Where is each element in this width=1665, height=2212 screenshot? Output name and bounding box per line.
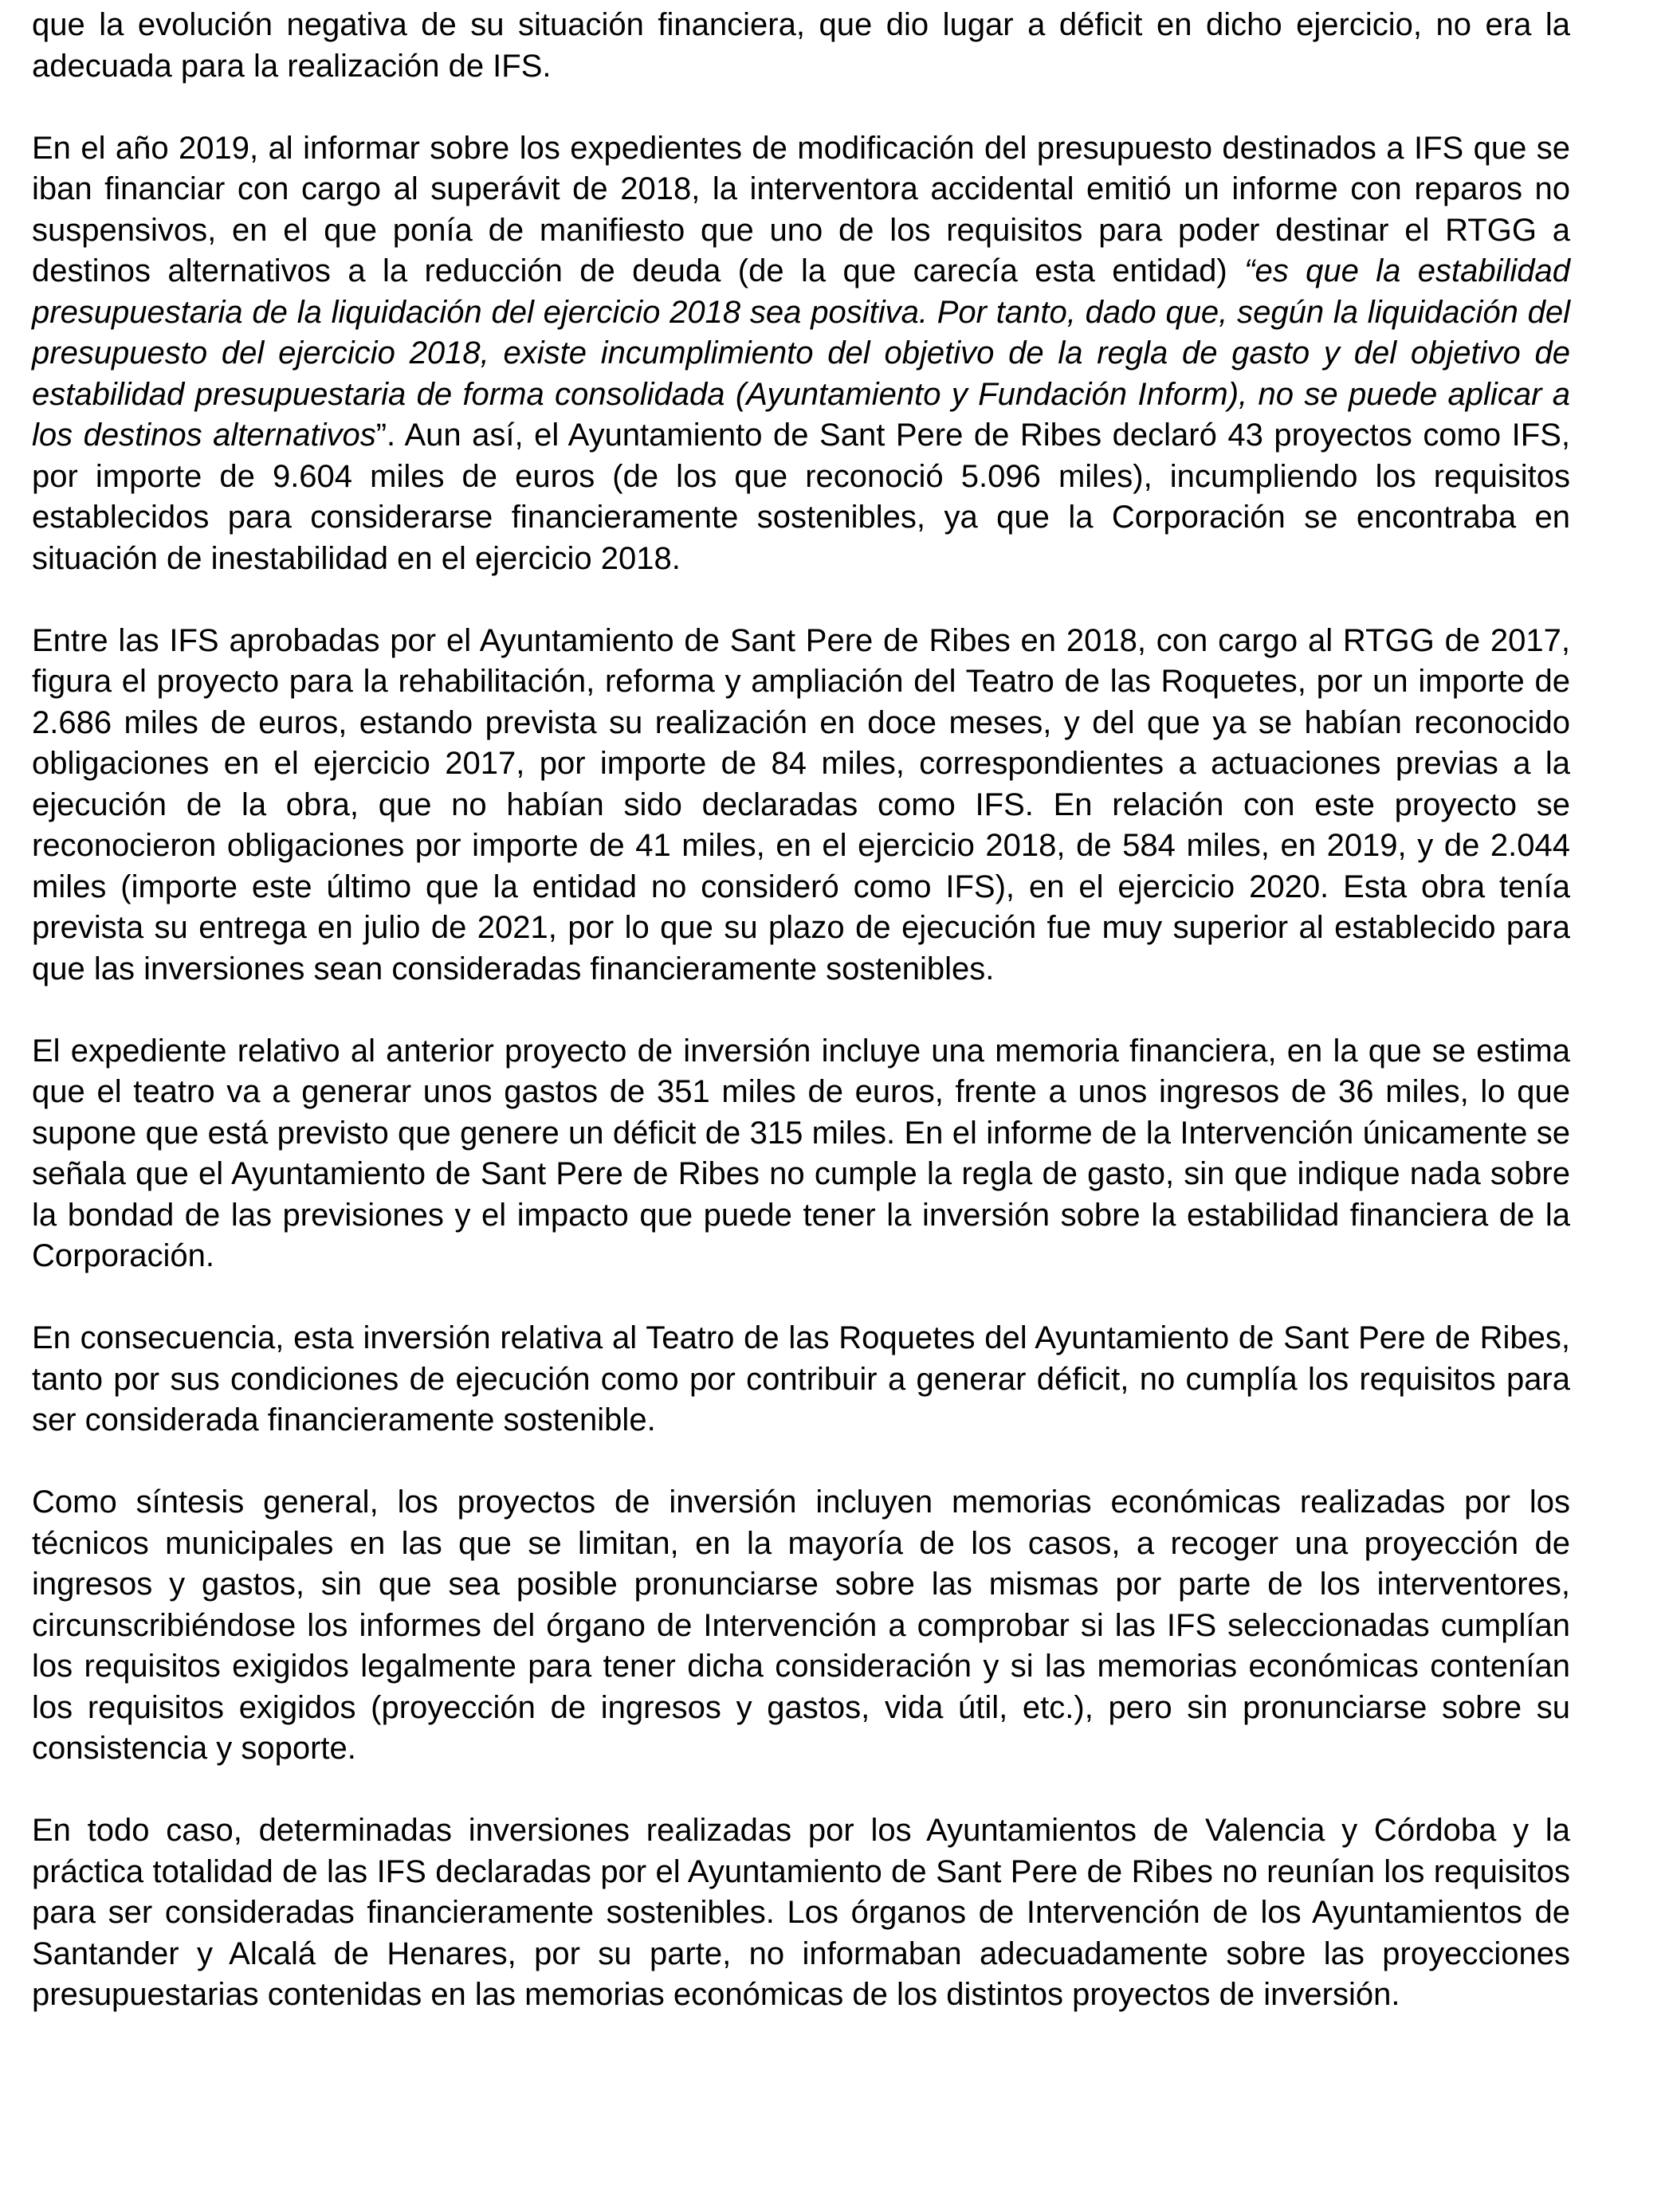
document-page — [32, 5, 1570, 2016]
paragraph-teatro-roquetes-project: Entre las IFS aprobadas por el Ayuntamiento de Sant Pere de Ribes en 2018, con cargo al RTGG de 2017, figura el proyecto para la rehabilitación, reforma y ampliación del Teatro de las Roquetes, por un importe de 2.686 miles de euros, estando prevista su realización en doce meses, y del que ya se habían reconocido obligaciones en el ejercicio 2017, por importe de 84 miles, correspondientes a actuaciones previas a la ejecución de la obra, que no habían sido declaradas como IFS. En relación con este proyecto se reconocieron obligaciones por importe de 41 miles, en el ejercicio 2018, de 584 miles, en 2019, y de 2.044 miles (importe este último que la entidad no consideró como IFS), en el ejercicio 2020. Esta obra tenía prevista su entrega en julio de 2021, por lo que su plazo de ejecución fue muy superior al establecido para que las inversiones sean consideradas financieramente sostenibles. — [32, 622, 1570, 986]
paragraph-2019-report-intro: En el año 2019, al informar sobre los expedientes de modificación del presupuesto destinados a IFS que se iban financiar con cargo al superávit de 2018, la interventora accidental emitió un informe con reparos no suspensivos, en el que ponía de manifiesto que uno de los requisitos para poder destinar el RTGG a destinos alternativos a la reducción de deuda (de la que carecía esta entidad) — [32, 130, 1570, 288]
paragraph-2019-report-conclusion: ”. Aun así, el Ayuntamiento de Sant Pere de Ribes declaró 43 proyectos como IFS, por importe de 9.604 miles de euros (de los que reconoció 5.096 miles), incumpliendo los requisitos establecidos para considerarse financieramente sostenibles, ya que la Corporación se encontraba en situación de inestabilidad en el ejercicio 2018. — [32, 418, 1570, 576]
paragraph-general-synthesis: Como síntesis general, los proyectos de inversión incluyen memorias económicas realizadas por los técnicos municipales en las que se limitan, en la mayoría de los casos, a recoger una proyección de ingresos y gastos, sin que sea posible pronunciarse sobre las mismas por parte de los interventores, circunscribiéndose los informes del órgano de Intervención a comprobar si las IFS seleccionadas cumplían los requisitos exigidos legalmente para tener dicha consideración y si las memorias económicas contenían los requisitos exigidos (proyección de ingresos y gastos, vida útil, etc.), pero sin pronunciarse sobre su consistencia y soporte. — [32, 1484, 1570, 1766]
paragraph-conclusion: En todo caso, determinadas inversiones realizadas por los Ayuntamientos de Valencia y Córdoba y la práctica totalidad de las IFS declaradas por el Ayuntamiento de Sant Pere de Ribes no reunían los requisitos para ser consideradas financieramente sostenibles. Los órganos de Intervención de los Ayuntamientos de Santander y Alcalá de Henares, por su parte, no informaban adecuadamente sobre las proyecciones presupuestarias contenidas en las memorias económicas de los distintos proyectos de inversión. — [32, 1813, 1570, 2012]
paragraph-financial-situation: que la evolución negativa de su situación financiera, que dio lugar a déficit en dicho ejercicio, no era la adecuada para la realización de IFS. — [32, 7, 1570, 84]
paragraph-consequence: En consecuencia, esta inversión relativa al Teatro de las Roquetes del Ayuntamiento de Sant Pere de Ribes, tanto por sus condiciones de ejecución como por contribuir a generar déficit, no cumplía los requisitos para ser considerada financieramente sostenible. — [32, 1320, 1570, 1437]
paragraph-2019-report — [32, 128, 1570, 580]
paragraph-financial-memory: El expediente relativo al anterior proyecto de inversión incluye una memoria financiera, en la que se estima que el teatro va a generar unos gastos de 351 miles de euros, frente a unos ingresos de 36 miles, lo que supone que está previsto que genere un déficit de 315 miles. En el informe de la Intervención únicamente se señala que el Ayuntamiento de Sant Pere de Ribes no cumple la regla de gasto, sin que indique nada sobre la bondad de las previsiones y el impacto que puede tener la inversión sobre la estabilidad financiera de la Corporación. — [32, 1033, 1570, 1273]
quoted-report-excerpt: “es que la estabilidad presupuestaria de la liquidación del ejercicio 2018 sea positiva. Por tanto, dado que, según la liquidación del presupuesto del ejercicio 2018, existe incumplimiento del objetivo de la regla de gasto y del objetivo de estabilidad presupuestaria de forma consolidada (Ayuntamiento y Fundación Inform), no se puede aplicar a los destinos alternativos — [32, 253, 1570, 453]
